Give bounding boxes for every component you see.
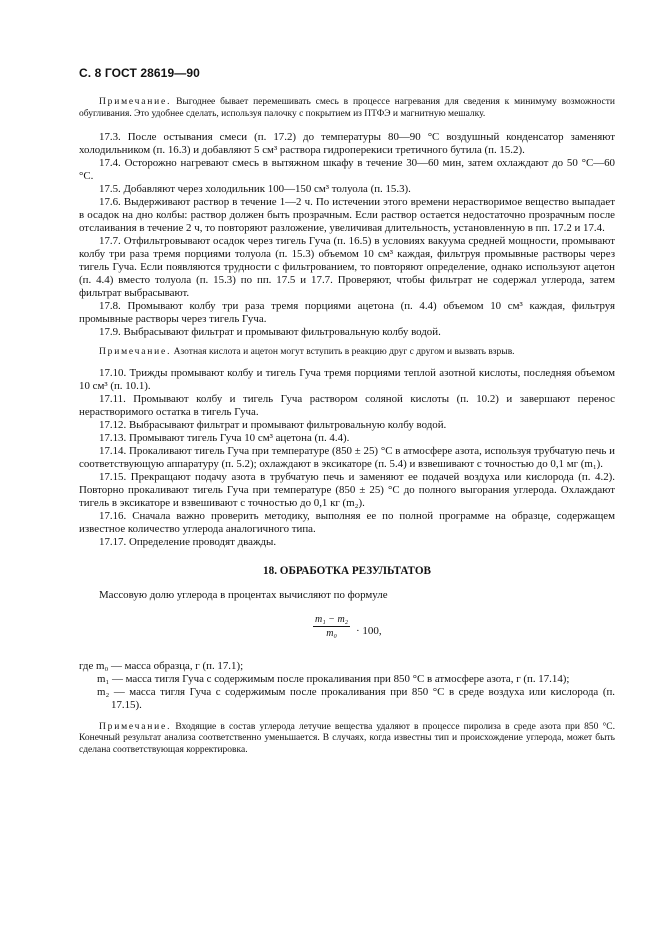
formula-fraction bbox=[313, 614, 350, 639]
paragraph-17-14: 17.14. Прокаливают тигель Гуча при температуре (850 ± 25) °С в атмосфере азота, используя трубчатую печь и соответствующую аппаратуру (п. 5.2); охлаждают в эксикаторе (п. 5.4) и взвешивают с точностью до 0,1 мг (m₁). bbox=[79, 444, 615, 470]
paragraph-17-8: 17.8. Промывают колбу три раза тремя порциями ацетона (п. 4.4) объемом 10 см³ каждая, фильтруя промывные растворы через тигель Гуча. bbox=[79, 300, 615, 325]
paragraph-17-11: 17.11. Промывают колбу и тигель Гуча раствором соляной кислоты (п. 10.2) и завершают перенос нерастворимого остатка в тигель Гуча. bbox=[79, 392, 615, 418]
paragraph-17-10: 17.10. Трижды промывают колбу и тигель Гуча тремя порциями теплой азотной кислоты, последняя объемом 10 см³ (п. 10.1). bbox=[79, 366, 615, 392]
formula-denominator: m₀ bbox=[326, 627, 337, 639]
definition-m2: m₂ — масса тигля Гуча с содержимым после прокаливания при 850 °С в среде воздуха или кислорода (п. 17.15). bbox=[97, 685, 615, 711]
steps-block-a bbox=[79, 131, 615, 339]
page-content bbox=[79, 97, 615, 756]
paragraph-17-12: 17.12. Выбрасывают фильтрат и промывают фильтровальную колбу водой. bbox=[99, 418, 447, 431]
variable-definitions bbox=[79, 660, 615, 712]
paragraph-17-7: 17.7. Отфильтровывают осадок через тигель Гуча (п. 16.5) в условиях вакуума средней мощности, промывают колбу три раза тремя порциями толуола (п. 15.3) объемом 10 см³ каждая, фильтруя промывные растворы через тигель Гуча. Если появляются трудности с фильтрованием, то повторяют определение, однако используют ацетон (п. 4.4) вместо толуола (п. 15.3) по пп. 17.5 и 17.7. Проверяют, чтобы фильтрат не содержал углерода, затем фильтрат выбрасывают. bbox=[79, 235, 615, 299]
note-text: Выгоднее бывает перемешивать смесь в процессе нагревания для сведения к минимуму возможности обугливания. Это удобнее сделать, используя палочку с покрытием из ПТФЭ и магнитную мешалку. bbox=[79, 97, 615, 119]
note-text: Входящие в состав углерода летучие вещества удаляют в процессе пиролиза в среде азота при 850 °С. Конечный результат анализа соответственно уменьшается. В случаях, когда известны тип и происхождение углерода, может быть сделана соответствующая корректировка. bbox=[79, 721, 615, 755]
note-2 bbox=[79, 347, 615, 359]
paragraph-17-4: 17.4. Осторожно нагревают смесь в вытяжном шкафу в течение 30—60 мин, затем охлаждают до 50 °С—60 °С. bbox=[79, 157, 615, 182]
note-label: Примечание. bbox=[99, 97, 172, 107]
page-header: С. 8 ГОСТ 28619—90 bbox=[79, 66, 200, 80]
paragraph-17-9: 17.9. Выбрасывают фильтрат и промывают фильтровальную колбу водой. bbox=[99, 326, 441, 338]
note-3 bbox=[79, 722, 615, 757]
steps-block-b bbox=[79, 367, 615, 549]
note-label: Примечание. bbox=[99, 721, 172, 732]
paragraph-17-3: 17.3. После остывания смеси (п. 17.2) до температуры 80—90 °С воздушный конденсатор заменяют холодильником (п. 16.3) и добавляют 5 см³ раствора гидроперекиси третичного бутила (п. 15.2). bbox=[79, 131, 615, 156]
note-text: Азотная кислота и ацетон могут вступить в реакцию друг с другом и вызвать взрыв. bbox=[171, 347, 515, 357]
formula-numerator: m₁ − m₂ bbox=[315, 613, 349, 625]
paragraph-17-17: 17.17. Определение проводят дважды. bbox=[99, 535, 277, 548]
note-1 bbox=[79, 97, 615, 120]
definition-m0: где m₀ — масса образца, г (п. 17.1); bbox=[79, 659, 244, 672]
section-title: 18. ОБРАБОТКА РЕЗУЛЬТАТОВ bbox=[263, 564, 431, 577]
paragraph-17-15: 17.15. Прекращают подачу азота в трубчатую печь и заменяют ее подачей воздуха или кислорода (п. 4.2). Повторно прокаливают тигель Гуча при температуре (850 ± 25) °С до полного выгорания углерода. Охлаждают тигель в эксикаторе и взвешивают с точностью до 0,1 кг (m₂). bbox=[79, 470, 615, 509]
paragraph-17-5: 17.5. Добавляют через холодильник 100—150 см³ толуола (п. 15.3). bbox=[99, 183, 411, 195]
formula-intro: Массовую долю углерода в процентах вычисляют по формуле bbox=[99, 588, 388, 601]
formula-multiplier: · 100, bbox=[356, 624, 382, 637]
paragraph-17-6: 17.6. Выдерживают раствор в течение 1—2 ч. По истечении этого времени нерастворимое вещество выпадает в осадок на дно колбы: раствор должен быть прозрачным. Если раствор остается недостаточно прозрачным после отслаивания в течение 2 ч, то повторяют разложение, увеличивая длительность, установленную в пп. 17.2 и 17.4. bbox=[79, 196, 615, 234]
paragraph-17-13: 17.13. Промывают тигель Гуча 10 см³ ацетона (п. 4.4). bbox=[99, 431, 350, 444]
definition-m1: m₁ — масса тигля Гуча с содержимым после прокаливания при 850 °С в атмосфере азота, г (п. 17.14); bbox=[97, 672, 570, 685]
paragraph-17-16: 17.16. Сначала важно проверить методику, выполняя ее по полной программе на образце, содержащем известное количество углерода аналогичного типа. bbox=[79, 509, 615, 535]
note-label: Примечание. bbox=[99, 347, 172, 357]
formula bbox=[79, 614, 615, 654]
